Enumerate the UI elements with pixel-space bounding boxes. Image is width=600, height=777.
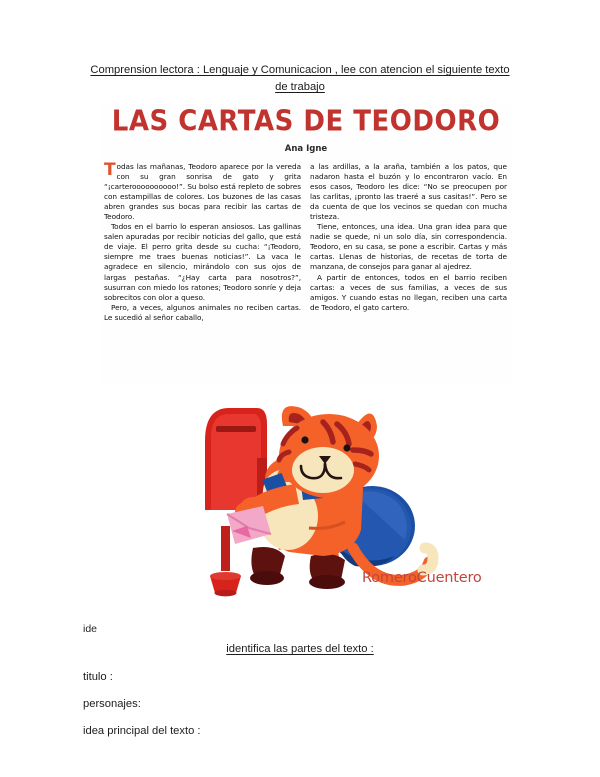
paragraph: Tiene, entonces, una idea. Una gran idea para que nadie se quede, ni un solo día, sin correspondencia. Teodoro, en su casa, se pone a escribir. Cartas y más cartas. Llenas de historias, de recetas de torta de manzana, de consejos para ganar al ajedrez. xyxy=(310,222,507,272)
drop-cap: T xyxy=(104,160,116,180)
cat-head xyxy=(279,406,379,498)
paragraph-text: odas las mañanas, Teodoro aparece por la vereda con su gran sonrisa de gato y grita “¡carteroooooooooo!”. Su bolso está repleto de sobres con estampillas de colores. Los buzones de las casas abren grandes sus bocas para recibir las cartas de Teodoro. xyxy=(104,162,301,222)
illustration-signature: RomeroCuentero xyxy=(362,570,482,586)
worksheet-heading-text: Comprension lectora : Lenguaje y Comunicacion , lee con atencion el siguiente texto de trabajo xyxy=(90,64,510,93)
article-clipping xyxy=(100,104,512,384)
article-column-left xyxy=(104,162,301,323)
article-columns xyxy=(104,162,508,323)
field-label-idea-principal: idea principal del texto : xyxy=(83,725,201,737)
field-label-titulo: titulo : xyxy=(83,671,113,683)
paragraph xyxy=(104,162,301,222)
paragraph: Todos en el barrio lo esperan ansiosos. Las gallinas salen apuradas por recibir noticias del gallo, que está de viaje. El perro grita desde su cucha: “¡Teodoro, siempre me traes buenas noticias!”. La vaca le agradece en silencio, mirándolo con sus ojos de largas pestañas. “¿Hay carta para nosotros?”, susurran con miedo los ratones; Teodoro sonríe y deja sobrecitos con olor a queso. xyxy=(104,222,301,302)
paragraph: A partir de entonces, todos en el barrio reciben cartas: a veces de sus familias, a veces de sus amigos. Y cuando estas no llegan, reciben una carta de Teodoro, el gato cartero. xyxy=(310,272,507,312)
story-author: Ana Igne xyxy=(284,144,328,154)
fields-heading xyxy=(90,643,510,655)
cat-postman-illustration xyxy=(205,398,505,623)
stray-text-fragment: ide xyxy=(83,623,98,635)
fields-heading-text: identifica las partes del texto : xyxy=(226,643,374,655)
field-label-personajes: personajes: xyxy=(83,698,141,710)
worksheet-heading xyxy=(90,62,510,96)
paragraph: a las ardillas, a la araña, también a los patos, que nadaron hasta el buzón y lo encontraron vacío. En esos casos, Teodoro les dice: “No se preocupen por las carlitas, ¡pronto las traeré a sus casitas!”. Pero se da cuenta de que los vecinos se quedan con mucha tristeza. xyxy=(310,162,507,222)
article-column-right xyxy=(310,162,507,323)
paragraph: Pero, a veces, algunos animales no reciben cartas. Le sucedió al señor caballo, xyxy=(104,302,301,322)
story-title: LAS CARTAS DE TEODORO xyxy=(111,105,501,139)
envelope-icon xyxy=(227,506,271,544)
